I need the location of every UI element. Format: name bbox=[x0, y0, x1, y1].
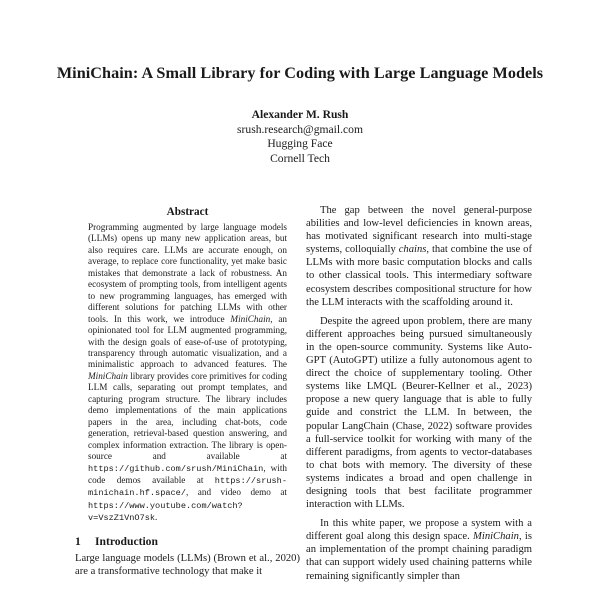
abstract-library-name: MiniChain bbox=[88, 370, 128, 381]
author-affiliation-2: Cornell Tech bbox=[270, 151, 330, 165]
abstract-part: . bbox=[155, 512, 158, 523]
intro-paragraph-1 bbox=[306, 204, 532, 309]
right-column bbox=[306, 204, 532, 583]
section-heading-introduction bbox=[75, 535, 300, 548]
left-column bbox=[75, 206, 300, 577]
abstract-part: , an opinionated tool for LLM augmented programming, with the design goals of ease-of-use of prototyping, transparency through automatic visualization, and a minimalistic approach to advanced features. The bbox=[88, 313, 288, 370]
video-link[interactable]: https://www.youtube.com/watch?v=VszZ1VnO7sk bbox=[88, 500, 243, 524]
abstract-part: , and video demo at bbox=[186, 487, 287, 498]
abstract-heading: Abstract bbox=[166, 206, 209, 218]
author-affiliation-1: Hugging Face bbox=[267, 137, 333, 151]
intro-text: Large language models (LLMs) (Brown et al., 2020) are a transformative technology that make it bbox=[75, 552, 300, 577]
author-email: srush.research@gmail.com bbox=[237, 122, 363, 136]
section-number: 1 bbox=[75, 534, 81, 548]
author-name: Alexander M. Rush bbox=[251, 108, 349, 121]
paper-title: MiniChain: A Small Library for Coding with Large Language Models bbox=[56, 64, 544, 82]
abstract-part: library provides core primitives for coding LLM calls, separating out prompt templates, and capturing program structure. The library includes demo implementations of the main applications papers in the area, including chat-bots, code generation, retrieval-based question answering, and complex information extraction. The library is open-source and available at bbox=[88, 370, 287, 462]
intro-paragraph-3 bbox=[306, 517, 532, 582]
abstract-part: Programming augmented by large language models (LLMs) opens up many new application areas, but also requires care. LLMs are accurate enough, on average, to replace core functionality, yet make basic mistakes that demonstrate a lack of robustness. An ecosystem of prompting tools, from intelligent agents to new programming languages, has emerged with different solutions for patching LLMs with other tools. In this work, we introduce bbox=[88, 222, 287, 324]
section-title: Introduction bbox=[95, 534, 158, 548]
paragraph-part: , is an implementation of the prompt chaining paradigm that can support widely used chaining patterns while remaining significantly simpler than bbox=[306, 531, 532, 582]
github-link[interactable]: https://github.com/srush/MiniChain bbox=[88, 463, 264, 474]
abstract-library-name: MiniChain bbox=[230, 313, 271, 324]
intro-text-clip bbox=[75, 552, 300, 577]
author-block bbox=[0, 108, 600, 166]
paragraph-emphasis: MiniChain bbox=[473, 531, 519, 543]
paragraph-emphasis: chains bbox=[398, 244, 427, 256]
paragraph-part: , that combine the use of LLMs with more basic computation blocks and calls to other classical tools. This intermediary software ecosystem describes compositional structure for how the LLM interacts with the scaffolding around it. bbox=[306, 244, 532, 308]
intro-paragraph-2: Despite the agreed upon problem, there are many different approaches being pursued simultaneously in the open-source community. Systems like Auto-GPT (AutoGPT) utilize a fully autonomous agent to direct the choice of supplementary tooling. Other systems like LMQL (Beurer-Kellner et al., 2023) propose a new query language that is able to fully guide and constrict the LLM. In between, the popular LangChain (Chase, 2022) software provides a full-service toolkit for working with many of the different paradigms, from agents to vector-databases to chat bots with memory. The diversity of these systems indicates a broad and open challenge in designing tools that best facilitate programmer interaction with LLMs. bbox=[306, 315, 532, 511]
paragraph-part: In this white paper, we propose a system with a different goal along this design space. bbox=[306, 518, 532, 543]
demo-link[interactable]: https://srush-minichain.hf.space/ bbox=[88, 475, 287, 499]
abstract-part: , with code demos available at bbox=[88, 462, 287, 485]
abstract-text bbox=[88, 222, 287, 525]
paragraph-part: The gap between the novel general-purpose abilities and low-level deficiencies in known areas, has motivated significant research into multi-stage systems, colloquially bbox=[306, 205, 532, 256]
